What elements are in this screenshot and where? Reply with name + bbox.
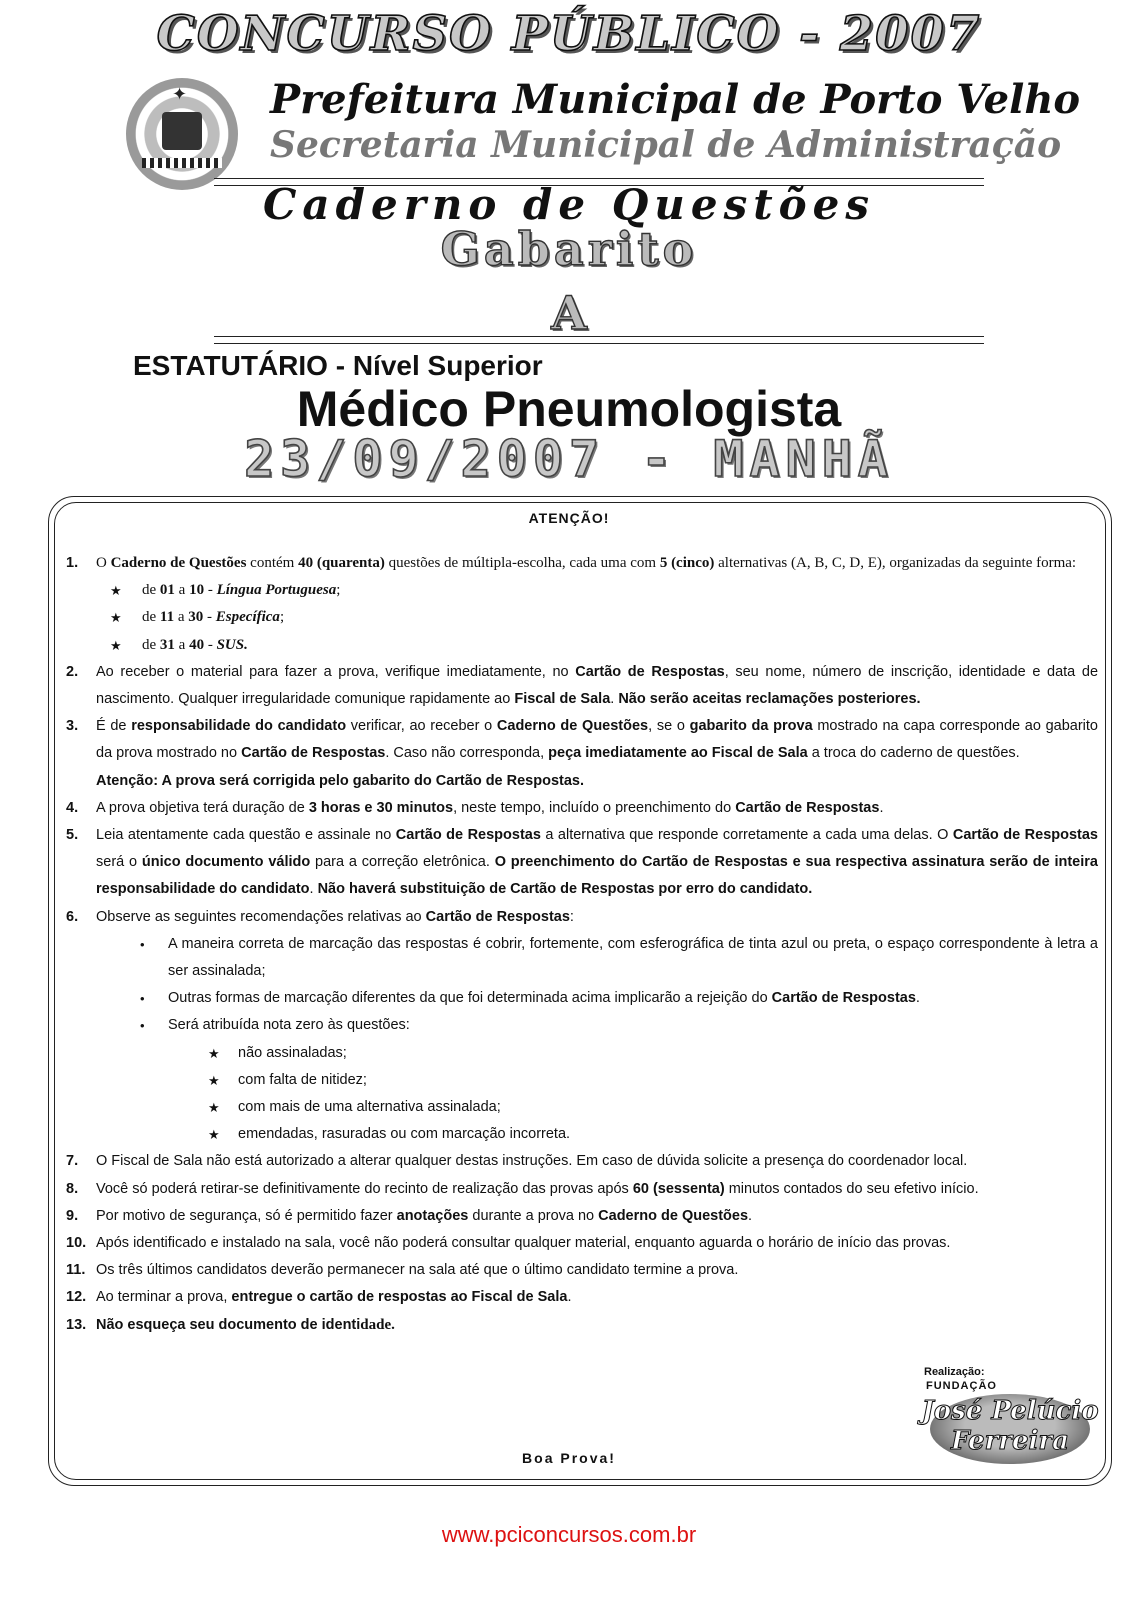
item-number: 12. bbox=[66, 1289, 87, 1306]
text: . bbox=[879, 799, 884, 816]
text: Caderno de Questões bbox=[496, 718, 649, 735]
item-number: 4. bbox=[66, 799, 79, 816]
text: O preenchimento do Cartão de Respostas e sua respectiva assinatura serão de inteira responsabilidade do candidato bbox=[96, 854, 1098, 898]
realizacao-label: Realização: bbox=[924, 1366, 985, 1378]
text: a bbox=[174, 582, 190, 599]
text: . Caso não corresponda, bbox=[385, 745, 549, 762]
instructions-list bbox=[66, 550, 1098, 1339]
item-number: 1. bbox=[66, 555, 79, 571]
instruction-12 bbox=[66, 1284, 1098, 1311]
recommendation-3 bbox=[66, 1012, 1098, 1039]
text: Não haverá substituição de Cartão de Respostas por erro do candidato. bbox=[317, 881, 813, 898]
text: . bbox=[610, 691, 619, 708]
website-link[interactable]: www.pciconcursos.com.br bbox=[441, 1522, 697, 1547]
text: Você só poderá retirar-se definitivamente do recinto de realização das provas após bbox=[96, 1180, 633, 1197]
text: peça imediatamente ao Fiscal de Sala bbox=[548, 745, 808, 762]
text: mostrado na capa corresponde ao gabarito da prova mostrado no bbox=[96, 718, 1098, 762]
category-label: ESTATUTÁRIO - Nível Superior bbox=[133, 350, 543, 381]
text: Cartão de Respostas bbox=[575, 663, 725, 680]
bullet-icon: • bbox=[140, 991, 145, 1007]
item-number: 6. bbox=[66, 908, 79, 925]
fundacao-label: FUNDAÇÃO bbox=[926, 1380, 997, 1392]
text: com falta de nitidez; bbox=[238, 1071, 367, 1088]
fundacao-logo-line1: José Pelúcio bbox=[921, 1396, 1099, 1426]
text: anotações bbox=[396, 1207, 469, 1224]
instruction-8 bbox=[66, 1176, 1098, 1203]
text: É de bbox=[96, 718, 132, 735]
text: Cartão de Respostas bbox=[425, 908, 570, 925]
instruction-3 bbox=[66, 713, 1098, 767]
fundacao-logo-line2: Ferreira bbox=[951, 1426, 1069, 1456]
text: ; bbox=[279, 609, 285, 626]
text: A maneira correta de marcação das respostas é cobrir, fortemente, com esferográfica de tinta azul ou preta, o espaço correspondente à letra a ser assinalada; bbox=[168, 935, 1098, 980]
secretaria-heading: Secretaria Municipal de Administração bbox=[270, 124, 1062, 166]
text: a bbox=[174, 609, 189, 626]
text: Outras formas de marcação diferentes da que foi determinada acima implicarão a rejeição do bbox=[168, 990, 772, 1007]
text: verificar, ao receber o bbox=[346, 718, 497, 735]
good-luck-text: Boa Prova! bbox=[522, 1450, 616, 1466]
text: responsabilidade do candidato bbox=[131, 718, 347, 735]
instruction-6 bbox=[66, 904, 1098, 931]
text: 60 (sessenta) bbox=[632, 1180, 725, 1197]
text: SUS. bbox=[216, 636, 248, 653]
text: Ao receber o material para fazer a prova, verifique imediatamente, no bbox=[96, 663, 576, 680]
text: , seu nome, número de inscrição, identidade e data de nascimento. Qualquer irregularidade comunique rapidamente ao bbox=[96, 663, 1099, 708]
text: único documento válido bbox=[141, 854, 311, 871]
item-number: 13. bbox=[66, 1316, 87, 1333]
item-number: 7. bbox=[66, 1153, 79, 1170]
text: . bbox=[309, 881, 318, 898]
text: - bbox=[204, 636, 217, 653]
text: 11 bbox=[159, 609, 175, 626]
star-icon: ★ bbox=[208, 1072, 220, 1088]
text: Cartão de Respostas bbox=[241, 745, 386, 762]
text: 40 (quarenta) bbox=[298, 555, 385, 571]
job-title: Médico Pneumologista bbox=[296, 381, 842, 437]
text: de bbox=[142, 636, 160, 653]
exam-date: 23/09/2007 - MANHÃ bbox=[244, 430, 894, 488]
instruction-5 bbox=[66, 822, 1098, 904]
text: minutos contados do seu efetivo início. bbox=[724, 1180, 979, 1197]
text: Língua Portuguesa bbox=[216, 582, 337, 599]
text: Atenção: A prova será corrigida pelo gabarito do Cartão de Respostas. bbox=[96, 772, 585, 789]
instruction-4 bbox=[66, 795, 1098, 822]
item-number: 3. bbox=[66, 718, 79, 735]
text: a bbox=[174, 636, 190, 653]
text: Por motivo de segurança, só é permitido fazer bbox=[96, 1207, 397, 1224]
text: 5 (cinco) bbox=[659, 555, 715, 571]
text: - bbox=[203, 609, 216, 626]
text: 01 bbox=[159, 582, 175, 599]
instruction-11 bbox=[66, 1257, 1098, 1284]
bullet-icon: • bbox=[140, 936, 145, 952]
text: , se o bbox=[648, 718, 690, 735]
text: Não serão aceitas reclamações posteriores. bbox=[618, 691, 921, 708]
star-icon: ★ bbox=[110, 583, 122, 599]
text: A prova objetiva terá duração de bbox=[96, 799, 309, 816]
recommendation-1 bbox=[66, 931, 1098, 985]
star-icon: ★ bbox=[208, 1127, 220, 1143]
subject-range-2 bbox=[66, 604, 1098, 631]
text: alternativas (A, B, C, D, E), organizadas da seguinte forma: bbox=[714, 555, 1077, 571]
item-number: 11. bbox=[66, 1262, 86, 1279]
text: com mais de uma alternativa assinalada; bbox=[238, 1099, 501, 1116]
text: 31 bbox=[159, 636, 175, 653]
star-icon: ★ bbox=[110, 637, 122, 653]
text: não assinaladas; bbox=[238, 1044, 347, 1061]
subject-range-1 bbox=[66, 577, 1098, 604]
text: ; bbox=[336, 582, 341, 599]
text: , neste tempo, incluído o preenchimento do bbox=[453, 799, 736, 816]
instruction-9 bbox=[66, 1203, 1098, 1230]
zero-case-2 bbox=[66, 1067, 1098, 1094]
text: 40 bbox=[189, 636, 205, 653]
text: O bbox=[96, 555, 111, 571]
item-number: 8. bbox=[66, 1180, 79, 1197]
star-icon: ★ bbox=[208, 1045, 220, 1061]
instruction-10 bbox=[66, 1230, 1098, 1257]
gabarito-label: Gabarito bbox=[440, 222, 698, 276]
instruction-1 bbox=[66, 550, 1098, 577]
text: de bbox=[142, 582, 160, 599]
text: - bbox=[204, 582, 217, 599]
item-number: 10. bbox=[66, 1235, 87, 1252]
text: a alternativa que responde corretamente a cada uma delas. O bbox=[540, 827, 953, 844]
item-number: 2. bbox=[66, 663, 79, 680]
text: Ao terminar a prova, bbox=[96, 1289, 232, 1306]
star-icon: ★ bbox=[110, 610, 122, 626]
divider bbox=[214, 336, 984, 344]
text: : bbox=[569, 908, 574, 925]
text: Fiscal de Sala bbox=[514, 691, 611, 708]
text: Caderno de Questões bbox=[598, 1207, 749, 1224]
text: O Fiscal de Sala não está autorizado a alterar qualquer destas instruções. Em caso de dúvida solicite a presença do coordenador local. bbox=[96, 1153, 968, 1170]
text: gabarito da prova bbox=[689, 718, 813, 735]
text: entregue o cartão de respostas ao Fiscal de Sala bbox=[231, 1289, 568, 1306]
text: 3 horas e 30 minutos bbox=[308, 799, 454, 816]
subject-range-3 bbox=[66, 632, 1098, 659]
text: Observe as seguintes recomendações relativas ao bbox=[96, 908, 426, 925]
star-icon: ★ bbox=[208, 1100, 220, 1116]
zero-case-3 bbox=[66, 1094, 1098, 1121]
zero-case-4 bbox=[66, 1121, 1098, 1148]
instruction-3-note bbox=[66, 768, 1098, 795]
text: Após identificado e instalado na sala, você não poderá consultar qualquer material, enquanto aguarda o horário de início das provas. bbox=[96, 1235, 951, 1252]
text: durante a prova no bbox=[468, 1207, 599, 1224]
text: de bbox=[142, 609, 160, 626]
item-number: 9. bbox=[66, 1207, 79, 1224]
attention-heading: ATENÇÃO! bbox=[528, 510, 610, 526]
text: Cartão de Respostas bbox=[771, 990, 916, 1007]
text: Leia atentamente cada questão e assinale no bbox=[96, 827, 396, 844]
bullet-icon: • bbox=[140, 1018, 145, 1034]
gabarito-letter: A bbox=[551, 286, 587, 340]
text: a troca do caderno de questões. bbox=[807, 745, 1020, 762]
contest-title: CONCURSO PÚBLICO - 2007 bbox=[156, 6, 982, 62]
text: Cartão de Respostas bbox=[395, 827, 541, 844]
zero-case-1 bbox=[66, 1040, 1098, 1067]
text: será o bbox=[96, 854, 142, 871]
text: emendadas, rasuradas ou com marcação incorreta. bbox=[238, 1126, 571, 1143]
text: Específica bbox=[215, 609, 280, 626]
instruction-7 bbox=[66, 1148, 1098, 1175]
text: Cartão de Respostas bbox=[952, 827, 1098, 844]
text: Não esqueça seu documento de identi bbox=[96, 1316, 361, 1333]
item-number: 5. bbox=[66, 827, 79, 844]
text: 30 bbox=[188, 609, 204, 626]
text: Será atribuída nota zero às questões: bbox=[168, 1017, 410, 1034]
text: dade. bbox=[360, 1316, 395, 1333]
text: contém bbox=[246, 555, 299, 571]
text: 10 bbox=[189, 582, 205, 599]
instruction-13 bbox=[66, 1312, 1098, 1339]
recommendation-2 bbox=[66, 985, 1098, 1012]
text: questões de múltipla-escolha, cada uma com bbox=[384, 555, 660, 571]
text: . bbox=[748, 1207, 753, 1224]
prefeitura-heading: Prefeitura Municipal de Porto Velho bbox=[270, 76, 1081, 123]
text: Caderno de Questões bbox=[110, 555, 247, 571]
text: para a correção eletrônica. bbox=[310, 854, 495, 871]
text: . bbox=[915, 990, 920, 1007]
text: Cartão de Respostas bbox=[735, 799, 880, 816]
text: . bbox=[567, 1289, 572, 1306]
caderno-heading: Caderno de Questões bbox=[262, 180, 875, 229]
instruction-2 bbox=[66, 659, 1098, 713]
porto-velho-seal-icon: ✦ bbox=[126, 78, 238, 190]
text: Os três últimos candidatos deverão permanecer na sala até que o último candidato termine a prova. bbox=[96, 1262, 739, 1279]
